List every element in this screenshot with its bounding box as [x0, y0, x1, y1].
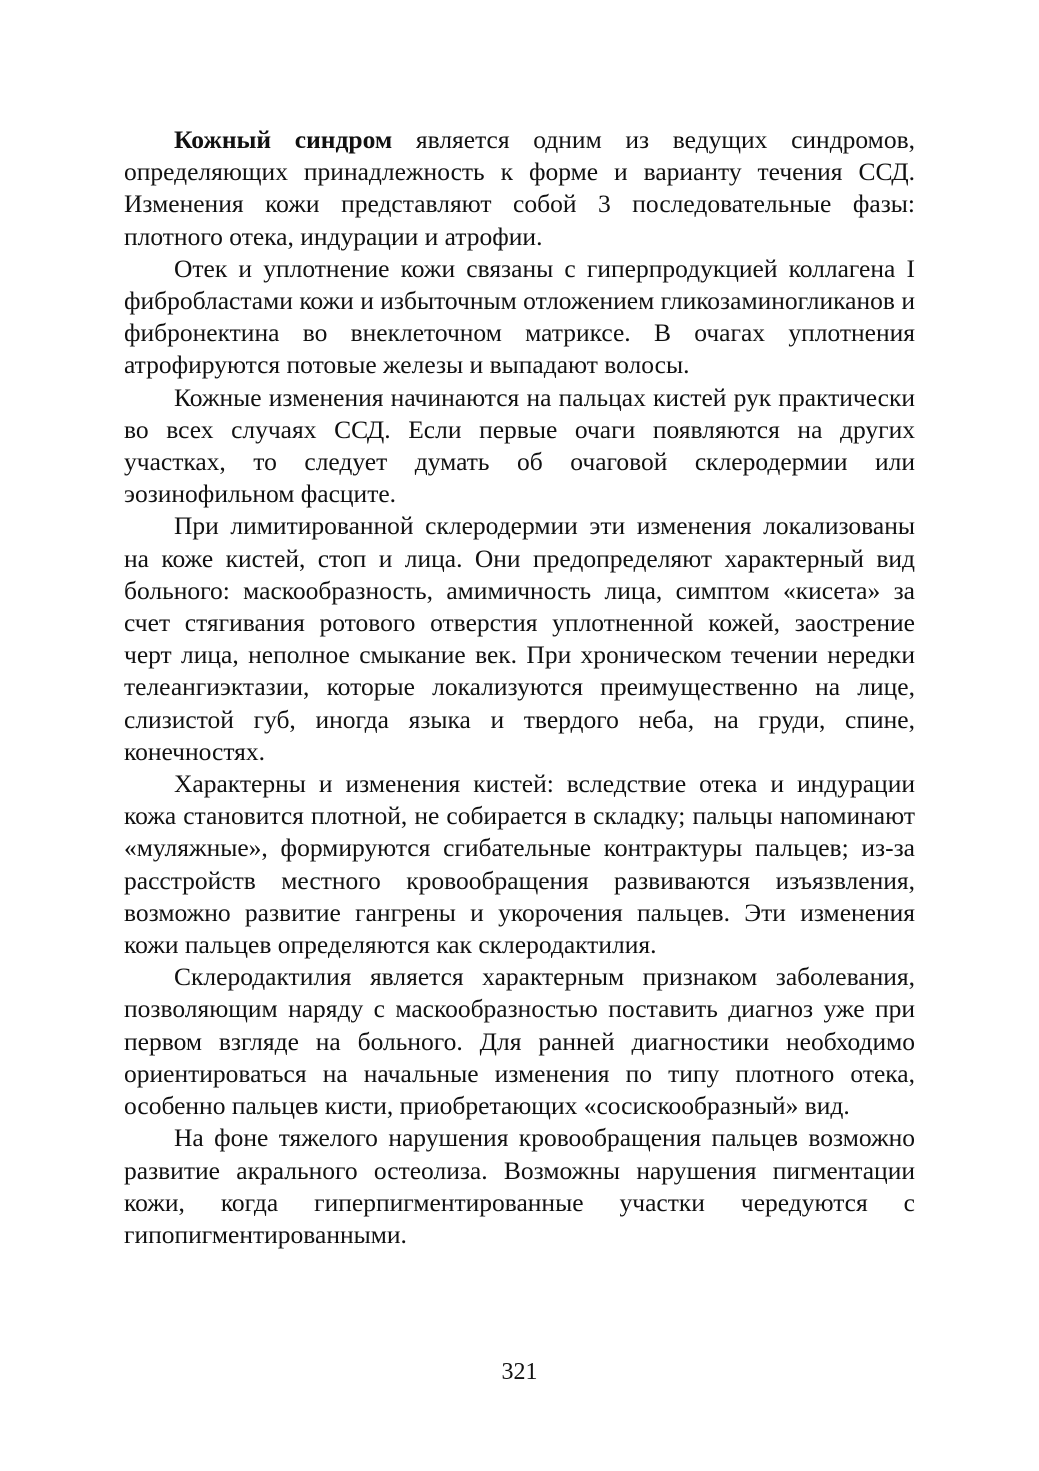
paragraph-skin-syndrome [124, 124, 915, 253]
paragraph-limited-scleroderma: При лимитированной склеродермии эти изменения локализованы на коже кистей, стоп и лица. Они предопределяют характерный вид больного: маскообразность, амимичность лица, симптом «кисета» за счет стягивания ротового отверстия уплотненной кожей, заострение черт лица, неполное смыкание век. При хроническом течении нередки телеангиэктазии, которые локализуются преимущественно на лице, слизистой губ, иногда языка и твердого неба, на груди, спине, конечностях. [124, 511, 915, 766]
paragraph-skin-changes-onset: Кожные изменения начинаются на пальцах кистей рук практически во всех случаях ССД. Если первые очаги появляются на других участках, то следует думать об очаговой склеродермии или эозинофильном фасците. [124, 382, 915, 509]
paragraph-text: является одним из ведущих синдромов, определяющих принадлежность к форме и варианту течения ССД. Изменения кожи представляют собой 3 последовательные фазы: плотного отека, индурации и атрофии. [124, 125, 915, 251]
page-number: 321 [501, 1359, 538, 1385]
paragraph-sclerodactyly: Склеродактилия является характерным признаком заболевания, позволяющим наряду с маскообразностью поставить диагноз уже при первом взгляде на больного. Для ранней диагностики необходимо ориентироваться на начальные изменения по типу плотного отека, особенно пальцев кисти, приобретающих «сосискообразный» вид. [124, 962, 915, 1121]
paragraph-lead-term: Кожный синдром [174, 125, 393, 154]
paragraph-acral-osteolysis: На фоне тяжелого нарушения кровообращения пальцев возможно развитие акрального остеолиза. Возможны нарушения пигментации кожи, когда гиперпигментированные участки чередуются с гипопигментированными. [124, 1123, 915, 1249]
paragraph-edema: Отек и уплотнение кожи связаны с гиперпродукцией коллагена I фибробластами кожи и избыточным отложением гликозаминогликанов и фибронектина во внеклеточном матриксе. В очагах уплотнения атрофируются потовые железы и выпадают волосы. [124, 253, 915, 380]
document-page [124, 124, 915, 1251]
paragraph-hand-changes: Характерны и изменения кистей: вследствие отека и индурации кожа становится плотной, не собирается в складку; пальцы напоминают «муляжные», формируются сгибательные контрактуры пальцев; из-за расстройств местного кровообращения развиваются изъязвления, возможно развитие гангрены и укорочения пальцев. Эти изменения кожи пальцев определяются как склеродактилия. [124, 769, 915, 960]
